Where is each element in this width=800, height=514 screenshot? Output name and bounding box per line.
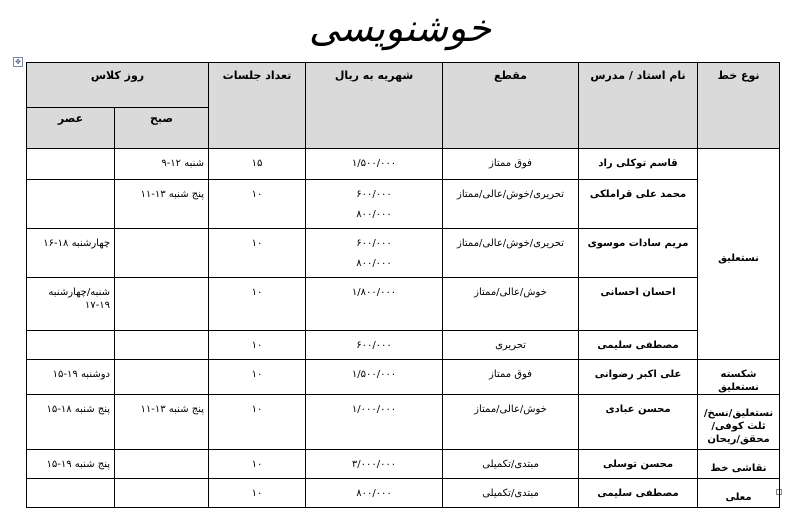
cell-afternoon	[27, 331, 115, 360]
cell-afternoon	[27, 180, 115, 229]
cell-level: تحریری	[443, 331, 579, 360]
cell-sessions: ۱۰	[209, 278, 306, 331]
fee-value: ۱/۸۰۰/۰۰۰	[351, 287, 397, 298]
header-fee: شهریه به ریال	[306, 63, 443, 149]
cell-morning: شنبه ۱۲-۹	[115, 149, 209, 180]
cell-sessions: ۱۰	[209, 450, 306, 479]
fee-value: ۱/۵۰۰/۰۰۰	[351, 158, 397, 169]
cell-morning	[115, 450, 209, 479]
cell-level: تحریری/خوش/عالی/ممتاز	[443, 229, 579, 278]
cell-fee	[306, 450, 443, 479]
table-body	[27, 149, 780, 508]
table-row	[27, 149, 780, 180]
cell-afternoon: پنج شنبه ۱۸-۱۵	[27, 395, 115, 450]
cell-level: خوش/عالی/ممتاز	[443, 278, 579, 331]
cell-type: نستعلیق/نسخ/ثلث کوفی/محقق/ریحان	[698, 395, 780, 450]
table-move-handle-icon[interactable]: ✥	[13, 57, 23, 67]
fee-value: ۶۰۰/۰۰۰	[356, 189, 392, 200]
cell-afternoon	[27, 149, 115, 180]
cell-afternoon: پنج شنبه ۱۹-۱۵	[27, 450, 115, 479]
cell-type: معلی	[698, 479, 780, 508]
cell-sessions: ۱۰	[209, 229, 306, 278]
cell-sessions: ۱۰	[209, 331, 306, 360]
cell-morning	[115, 479, 209, 508]
cell-fee	[306, 278, 443, 331]
cell-fee	[306, 479, 443, 508]
cell-level: مبتدی/تکمیلی	[443, 450, 579, 479]
cell-fee	[306, 229, 443, 278]
cell-teacher: مصطفی سلیمی	[579, 331, 698, 360]
table-row	[27, 360, 780, 395]
cell-sessions: ۱۰	[209, 395, 306, 450]
cell-fee	[306, 180, 443, 229]
table-row	[27, 180, 780, 229]
fee-value: ۶۰۰/۰۰۰	[356, 238, 392, 249]
cell-morning: پنج شنبه ۱۳-۱۱	[115, 180, 209, 229]
cell-sessions: ۱۵	[209, 149, 306, 180]
cell-teacher: علی اکبر رضوانی	[579, 360, 698, 395]
table-row	[27, 229, 780, 278]
cell-teacher: مریم سادات موسوی	[579, 229, 698, 278]
cell-fee	[306, 149, 443, 180]
cell-teacher: قاسم توکلی راد	[579, 149, 698, 180]
cell-afternoon: چهارشنبه ۱۸-۱۶	[27, 229, 115, 278]
header-schedule: روز کلاس	[27, 63, 209, 108]
cell-teacher: محسن عبادی	[579, 395, 698, 450]
header-type: نوع خط	[698, 63, 780, 149]
cell-teacher: احسان احسانی	[579, 278, 698, 331]
fee-value: ۶۰۰/۰۰۰	[356, 340, 392, 351]
cell-type: شکسته نستعلیق	[698, 360, 780, 395]
header-teacher: نام استاد / مدرس	[579, 63, 698, 149]
cell-morning	[115, 278, 209, 331]
fee-value: ۸۰۰/۰۰۰	[356, 258, 392, 269]
cell-level: مبتدی/تکمیلی	[443, 479, 579, 508]
cell-afternoon: دوشنبه ۱۹-۱۵	[27, 360, 115, 395]
cell-sessions: ۱۰	[209, 479, 306, 508]
fee-value: ۸۰۰/۰۰۰	[356, 209, 392, 220]
calligraphy-courses-table	[26, 62, 780, 508]
cell-sessions: ۱۰	[209, 180, 306, 229]
cell-morning: پنج شنبه ۱۳-۱۱	[115, 395, 209, 450]
table-row	[27, 278, 780, 331]
cell-teacher: محمد علی قراملکی	[579, 180, 698, 229]
cell-fee	[306, 395, 443, 450]
cell-level: فوق ممتاز	[443, 360, 579, 395]
cell-type: نقاشی خط	[698, 450, 780, 479]
cell-level: تحریری/خوش/عالی/ممتاز	[443, 180, 579, 229]
header-morning: صبح	[115, 108, 209, 149]
cell-type: نستعلیق	[698, 149, 780, 360]
cell-level: فوق ممتاز	[443, 149, 579, 180]
cell-afternoon	[27, 479, 115, 508]
table-row	[27, 395, 780, 450]
table-row	[27, 450, 780, 479]
header-level: مقطع	[443, 63, 579, 149]
table-row	[27, 331, 780, 360]
cell-afternoon: شنبه/چهارشنبه ۱۹-۱۷	[27, 278, 115, 331]
cell-morning	[115, 360, 209, 395]
cell-fee	[306, 360, 443, 395]
header-afternoon: عصر	[27, 108, 115, 149]
cell-teacher: محسن توسلی	[579, 450, 698, 479]
fee-value: ۱/۰۰۰/۰۰۰	[351, 404, 397, 415]
page-title: خوشنویسی	[308, 6, 492, 50]
fee-value: ۱/۵۰۰/۰۰۰	[351, 369, 397, 380]
cell-teacher: مصطفی سلیمی	[579, 479, 698, 508]
header-sessions: تعداد جلسات	[209, 63, 306, 149]
cell-fee	[306, 331, 443, 360]
fee-value: ۸۰۰/۰۰۰	[356, 488, 392, 499]
cell-morning	[115, 229, 209, 278]
table-row	[27, 479, 780, 508]
fee-value: ۳/۰۰۰/۰۰۰	[351, 459, 397, 470]
cell-level: خوش/عالی/ممتاز	[443, 395, 579, 450]
cell-morning	[115, 331, 209, 360]
cell-sessions: ۱۰	[209, 360, 306, 395]
